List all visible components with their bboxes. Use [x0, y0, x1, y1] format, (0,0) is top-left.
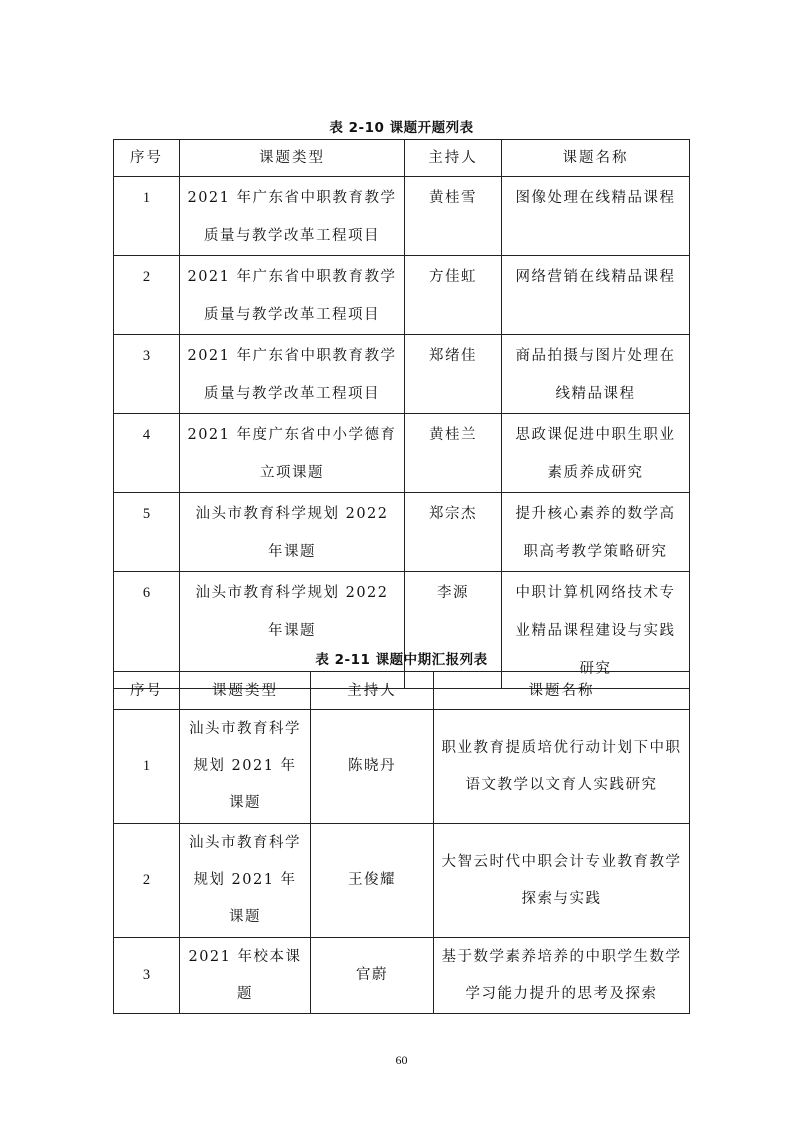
header-cell-no: 序号	[114, 140, 180, 177]
row-no: 1	[114, 177, 180, 256]
row-host: 黄桂兰	[405, 414, 502, 493]
page-number: 60	[395, 1053, 408, 1067]
row-type: 2021 年广东省中职教育教学质量与教学改革工程项目	[180, 177, 405, 256]
table-2-10-caption: 表 2-10 课题开题列表	[329, 120, 474, 136]
row-host: 官蔚	[311, 938, 434, 1014]
header-cell-name: 课题名称	[502, 140, 690, 177]
row-name: 提升核心素养的数学高职高考教学策略研究	[502, 493, 690, 572]
row-name: 图像处理在线精品课程	[502, 177, 690, 256]
table-row	[114, 335, 690, 414]
row-name: 网络营销在线精品课程	[502, 256, 690, 335]
table-2-11	[113, 671, 690, 1014]
row-type: 2021 年度广东省中小学德育立项课题	[180, 414, 405, 493]
header-cell-name: 课题名称	[434, 672, 690, 710]
row-name: 大智云时代中职会计专业教育教学探索与实践	[434, 824, 690, 938]
table-2-10	[113, 139, 690, 689]
table-2-11-caption: 表 2-11 课题中期汇报列表	[315, 652, 488, 668]
row-type: 汕头市教育科学规划 2022 年课题	[180, 572, 405, 689]
table-row	[114, 493, 690, 572]
row-no: 6	[114, 572, 180, 689]
header-cell-host: 主持人	[405, 140, 502, 177]
header-cell-host: 主持人	[311, 672, 434, 710]
row-no: 1	[114, 710, 180, 824]
table-row	[114, 710, 690, 824]
row-host: 陈晓丹	[311, 710, 434, 824]
table-header-row	[114, 672, 690, 710]
row-host: 王俊耀	[311, 824, 434, 938]
row-type: 2021 年广东省中职教育教学质量与教学改革工程项目	[180, 256, 405, 335]
row-host: 郑宗杰	[405, 493, 502, 572]
table-row	[114, 414, 690, 493]
row-name: 基于数学素养培养的中职学生数学学习能力提升的思考及探索	[434, 938, 690, 1014]
table-row	[114, 256, 690, 335]
row-type: 2021 年广东省中职教育教学质量与教学改革工程项目	[180, 335, 405, 414]
row-no: 2	[114, 824, 180, 938]
row-no: 4	[114, 414, 180, 493]
row-host: 黄桂雪	[405, 177, 502, 256]
row-name: 思政课促进中职生职业素质养成研究	[502, 414, 690, 493]
row-name: 职业教育提质培优行动计划下中职语文教学以文育人实践研究	[434, 710, 690, 824]
row-type: 汕头市教育科学规划 2022 年课题	[180, 493, 405, 572]
row-no: 3	[114, 938, 180, 1014]
row-type: 2021 年校本课题	[180, 938, 311, 1014]
header-cell-type: 课题类型	[180, 672, 311, 710]
row-type: 汕头市教育科学规划 2021 年课题	[180, 710, 311, 824]
row-host: 郑绪佳	[405, 335, 502, 414]
row-name: 中职计算机网络技术专业精品课程建设与实践研究	[502, 572, 690, 689]
row-no: 3	[114, 335, 180, 414]
row-host: 方佳虹	[405, 256, 502, 335]
row-host: 李源	[405, 572, 502, 689]
row-name: 商品拍摄与图片处理在线精品课程	[502, 335, 690, 414]
header-cell-type: 课题类型	[180, 140, 405, 177]
row-no: 5	[114, 493, 180, 572]
table-row	[114, 824, 690, 938]
row-no: 2	[114, 256, 180, 335]
table-row	[114, 938, 690, 1014]
row-type: 汕头市教育科学规划 2021 年课题	[180, 824, 311, 938]
table-row	[114, 177, 690, 256]
table-header-row	[114, 140, 690, 177]
header-cell-no: 序号	[114, 672, 180, 710]
